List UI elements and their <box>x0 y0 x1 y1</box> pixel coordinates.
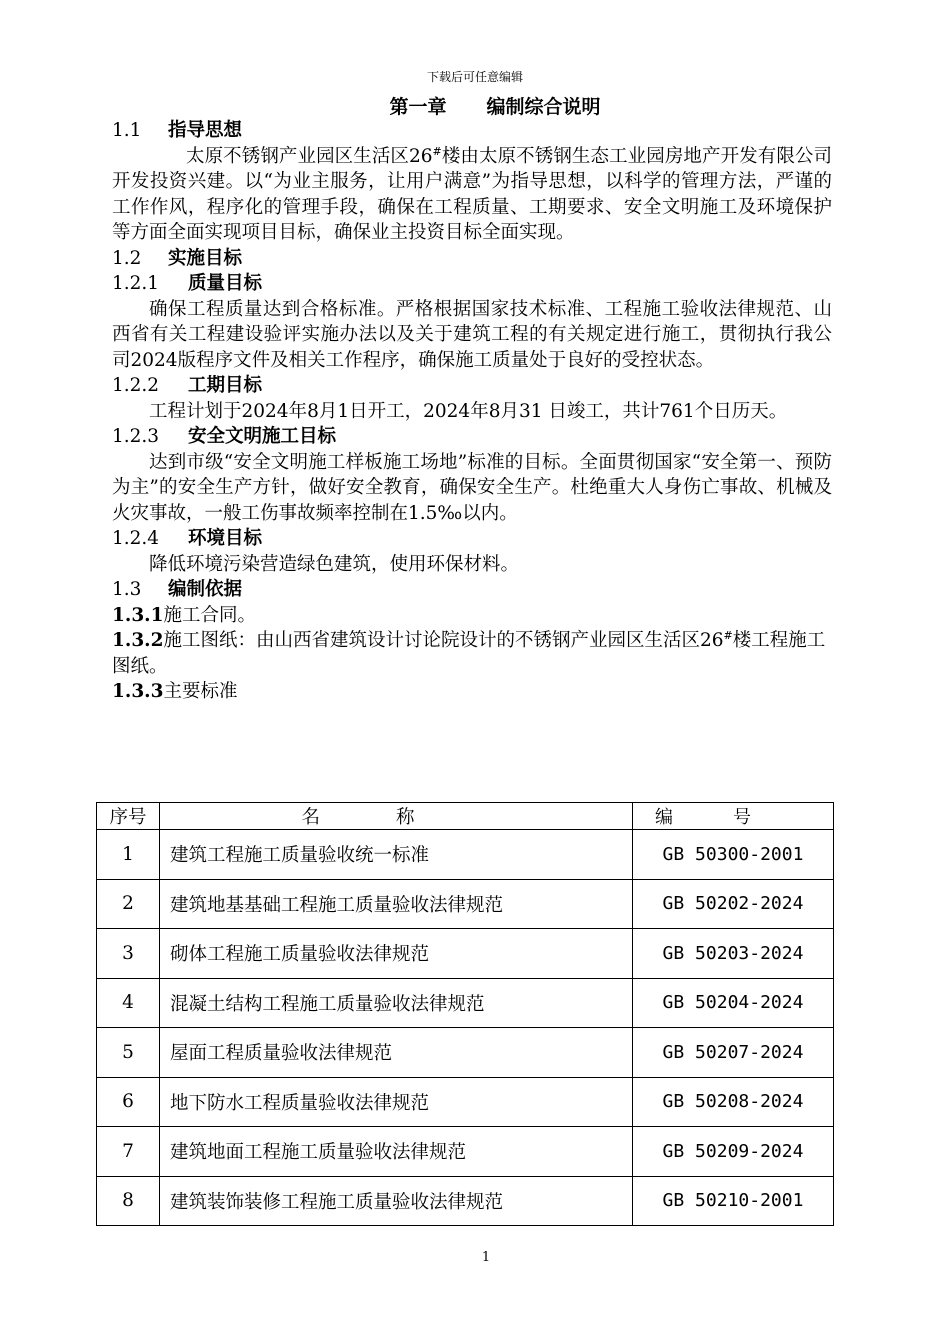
table-row <box>97 1077 834 1127</box>
row-code: GB 50210-2001 <box>633 1176 834 1226</box>
row-code: GB 50204-2024 <box>633 978 834 1028</box>
row-index: 6 <box>97 1077 160 1127</box>
table-header-row <box>97 803 834 830</box>
section-heading-1-3: 1.3 编制依据 <box>112 579 243 600</box>
row-code: GB 50203-2024 <box>633 929 834 979</box>
section-item-1-3-1: 1.3.1施工合同。 <box>112 604 257 626</box>
table-row <box>97 1028 834 1078</box>
header-code: 编号 <box>633 803 834 830</box>
row-code: GB 50209-2024 <box>633 1127 834 1177</box>
section-heading-1-2: 1.2 实施目标 <box>112 247 243 269</box>
chapter-heading: 编制综合说明 <box>486 96 601 118</box>
header-note: 下载后可任意编辑 <box>426 70 523 84</box>
row-name: 建筑地面工程施工质量验收法律规范 <box>160 1127 633 1177</box>
section-paragraph-1-2-3: 达到市级“安全文明施工样板施工场地”标准的目标。全面贯彻国家“安全第一、预防为主”的安全生产方针，做好安全教育，确保安全生产。杜绝重大人身伤亡事故、机械及火灾事故，一般工伤事故频率控制在1.5‰以内。 <box>112 451 832 524</box>
row-name: 屋面工程质量验收法律规范 <box>160 1028 633 1078</box>
row-index: 1 <box>97 830 160 880</box>
table-row <box>97 1127 834 1177</box>
row-index: 8 <box>97 1176 160 1226</box>
row-code: GB 50208-2024 <box>633 1077 834 1127</box>
row-code: GB 50202-2024 <box>633 879 834 929</box>
row-code: GB 50207-2024 <box>633 1028 834 1078</box>
row-index: 7 <box>97 1127 160 1177</box>
row-index: 5 <box>97 1028 160 1078</box>
section-paragraph-1-2-1: 确保工程质量达到合格标准。严格根据国家技术标准、工程施工验收法律规范、山西省有关工程建设验评实施办法以及关于建筑工程的有关规定进行施工，贯彻执行我公司2024版程序文件及相关工作程序，确保施工质量处于良好的受控状态。 <box>112 298 832 371</box>
table-row <box>97 1176 834 1226</box>
page-number: 1 <box>481 1250 491 1265</box>
section-item-1-3-2: 1.3.2施工图纸：由山西省建筑设计讨论院设计的不锈钢产业园区生活区26#楼工程施工图纸。 <box>112 629 826 677</box>
table-row <box>97 929 834 979</box>
row-name: 砌体工程施工质量验收法律规范 <box>160 929 633 979</box>
row-code: GB 50300-2001 <box>633 830 834 880</box>
row-name: 地下防水工程质量验收法律规范 <box>160 1077 633 1127</box>
header-index: 序号 <box>97 803 160 830</box>
standards-table <box>96 802 834 1226</box>
row-name: 建筑装饰装修工程施工质量验收法律规范 <box>160 1176 633 1226</box>
row-name: 混凝土结构工程施工质量验收法律规范 <box>160 978 633 1028</box>
row-index: 4 <box>97 978 160 1028</box>
section-heading-1-2-1: 1.2.1 质量目标 <box>112 273 263 294</box>
document-body <box>112 118 832 705</box>
table-row <box>97 830 834 880</box>
section-heading-1-1: 1.1 指导思想 <box>112 120 243 141</box>
row-index: 2 <box>97 879 160 929</box>
section-paragraph-1-1: 太原不锈钢产业园区生活区26#楼由太原不锈钢生态工业园房地产开发有限公司开发投资兴建。以“为业主服务，让用户满意”为指导思想，以科学的管理方法，严谨的工作作风，程序化的管理手段，确保在工程质量、工期要求、安全文明施工及环境保护等方面全面实现项目目标，确保业主投资目标全面实现。 <box>112 144 832 243</box>
section-heading-1-2-4: 1.2.4 环境目标 <box>112 528 263 549</box>
section-item-1-3-3: 1.3.3主要标准 <box>112 681 238 702</box>
section-heading-1-2-3: 1.2.3 安全文明施工目标 <box>112 426 337 447</box>
row-name: 建筑地基基础工程施工质量验收法律规范 <box>160 879 633 929</box>
chapter-title <box>0 92 950 119</box>
section-paragraph-1-2-4: 降低环境污染营造绿色建筑，使用环保材料。 <box>149 553 520 575</box>
row-index: 3 <box>97 929 160 979</box>
chapter-number: 第一章 <box>389 96 447 118</box>
table-row <box>97 978 834 1028</box>
header-name: 名称 <box>160 803 633 830</box>
section-heading-1-2-2: 1.2.2 工期目标 <box>112 375 263 396</box>
row-name: 建筑工程施工质量验收统一标准 <box>160 830 633 880</box>
section-paragraph-1-2-2: 工程计划于2024年8月1日开工，2024年8月31 日竣工，共计761个日历天。 <box>149 400 788 422</box>
table-row <box>97 879 834 929</box>
